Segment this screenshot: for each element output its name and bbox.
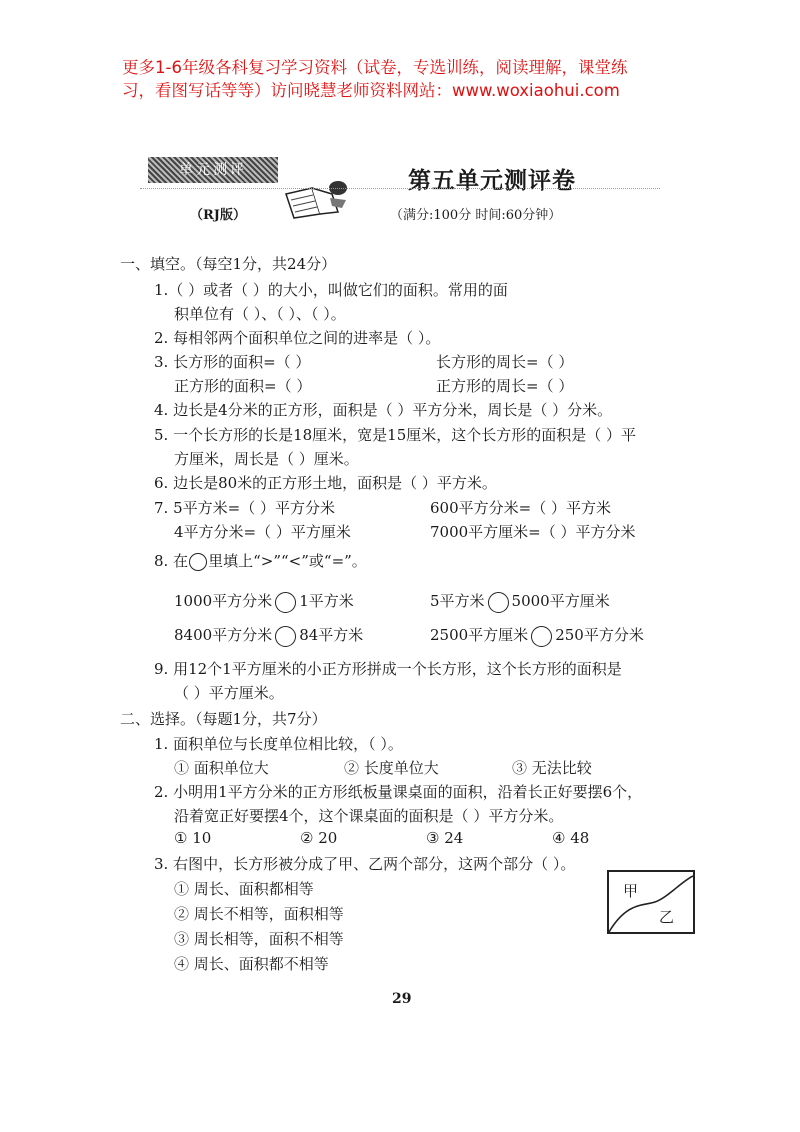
answer-circle[interactable]	[531, 626, 552, 647]
unit-badge	[148, 157, 278, 183]
choice-question-2-line-2: 沿着宽正好要摆4个，这个课桌面的面积是（ ）平方分米。	[174, 807, 564, 825]
choice-2-option-d: ④ 48	[552, 829, 590, 847]
question-2: 2. 每相邻两个面积单位之间的进率是（ ）。	[154, 329, 441, 347]
compare-right: 84平方米	[299, 626, 364, 644]
question-9-line-2: （ ）平方厘米。	[174, 684, 284, 702]
choice-3-option-b: ② 周长不相等，面积相等	[174, 905, 344, 923]
compare-left: 1000平方分米	[174, 592, 273, 610]
exam-meta: （满分:100分 时间:60分钟）	[390, 208, 562, 223]
promo-banner	[122, 56, 682, 102]
question-3-square-perimeter: 正方形的周长=（ ）	[436, 377, 574, 395]
section-1-heading: 一、填空。（每空1分，共24分）	[120, 255, 337, 273]
choice-question-1: 1. 面积单位与长度单位相比较，（ ）。	[154, 735, 403, 753]
choice-question-2-line-1: 2. 小明用1平方分米的正方形纸板量课桌面的面积，沿着长正好要摆6个，	[154, 783, 643, 801]
question-7-item-3: 4平方分米=（ ）平方厘米	[174, 523, 351, 541]
question-5-line-1: 5. 一个长方形的长是18厘米，宽是15厘米，这个长方形的面积是（ ）平	[154, 426, 637, 444]
question-3-rect-area: 3. 长方形的面积=（ ）	[154, 353, 311, 371]
question-1-line-2: 积单位有（ ）、（ ）、（ ）。	[174, 305, 346, 323]
choice-3-option-c: ③ 周长相等，面积不相等	[174, 930, 344, 948]
choice-3-option-a: ① 周长、面积都相等	[174, 880, 314, 898]
question-3-square-area: 正方形的面积=（ ）	[174, 377, 312, 395]
question-4: 4. 边长是4分米的正方形，面积是（ ）平方分米，周长是（ ）分米。	[154, 401, 613, 419]
page-title: 第五单元测评卷	[408, 167, 576, 194]
choice-question-3: 3. 右图中，长方形被分成了甲、乙两个部分，这两个部分（ ）。	[154, 855, 576, 873]
book-icon	[282, 174, 354, 220]
promo-line-1: 更多1-6年级各科复习学习资料（试卷，专选训练，阅读理解，课堂练	[122, 58, 628, 77]
question-6: 6. 边长是80米的正方形土地，面积是（ ）平方米。	[154, 474, 497, 492]
divided-rectangle-figure	[607, 870, 695, 934]
question-7-item-4: 7000平方厘米=（ ）平方分米	[430, 523, 636, 541]
question-8-prompt	[154, 550, 367, 571]
choice-2-option-a: ① 10	[174, 829, 212, 847]
choice-1-option-b: ② 长度单位大	[344, 759, 439, 777]
compare-item-3	[174, 624, 363, 647]
answer-circle[interactable]	[275, 592, 296, 613]
compare-left: 8400平方分米	[174, 626, 273, 644]
question-9-line-1: 9. 用12个1平方厘米的小正方形拼成一个长方形，这个长方形的面积是	[154, 660, 622, 678]
compare-right: 250平方分米	[555, 626, 644, 644]
section-2-heading: 二、选择。（每题1分，共7分）	[120, 710, 327, 728]
dividing-curve	[609, 872, 693, 932]
compare-item-1	[174, 590, 354, 613]
question-7-item-1: 7. 5平方米=（ ）平方分米	[154, 499, 335, 517]
question-3-rect-perimeter: 长方形的周长=（ ）	[436, 353, 574, 371]
question-1-line-1: 1.（ ）或者（ ）的大小，叫做它们的面积。常用的面	[154, 281, 508, 299]
circle-icon	[189, 553, 207, 571]
choice-2-option-c: ③ 24	[426, 829, 464, 847]
choice-1-option-c: ③ 无法比较	[512, 759, 592, 777]
badge-text: 单元测评	[179, 162, 247, 178]
answer-circle[interactable]	[275, 626, 296, 647]
choice-2-option-b: ② 20	[300, 829, 338, 847]
compare-item-2	[430, 590, 610, 613]
choice-1-option-a: ① 面积单位大	[174, 759, 269, 777]
compare-item-4	[430, 624, 644, 647]
header-divider	[140, 188, 660, 189]
compare-right: 5000平方厘米	[511, 592, 610, 610]
answer-circle[interactable]	[488, 592, 509, 613]
question-5-line-2: 方厘米，周长是（ ）厘米。	[174, 450, 359, 468]
question-7-item-2: 600平方分米=（ ）平方米	[430, 499, 611, 517]
compare-left: 2500平方厘米	[430, 626, 529, 644]
choice-3-option-d: ④ 周长、面积都不相等	[174, 955, 329, 973]
compare-right: 1平方米	[299, 592, 354, 610]
page-number: 29	[392, 991, 412, 1007]
promo-line-2: 习，看图写话等等）访问晓慧老师资料网站：www.woxiaohui.com	[122, 81, 620, 100]
compare-left: 5平方米	[430, 592, 485, 610]
figure-label-yi: 乙	[659, 908, 675, 926]
figure-label-jia: 甲	[623, 882, 639, 900]
question-8-suffix: 里填上“>”“<”或“=”。	[208, 552, 367, 570]
edition-label: （RJ版）	[190, 208, 246, 223]
question-8-prefix: 8. 在	[154, 552, 189, 570]
